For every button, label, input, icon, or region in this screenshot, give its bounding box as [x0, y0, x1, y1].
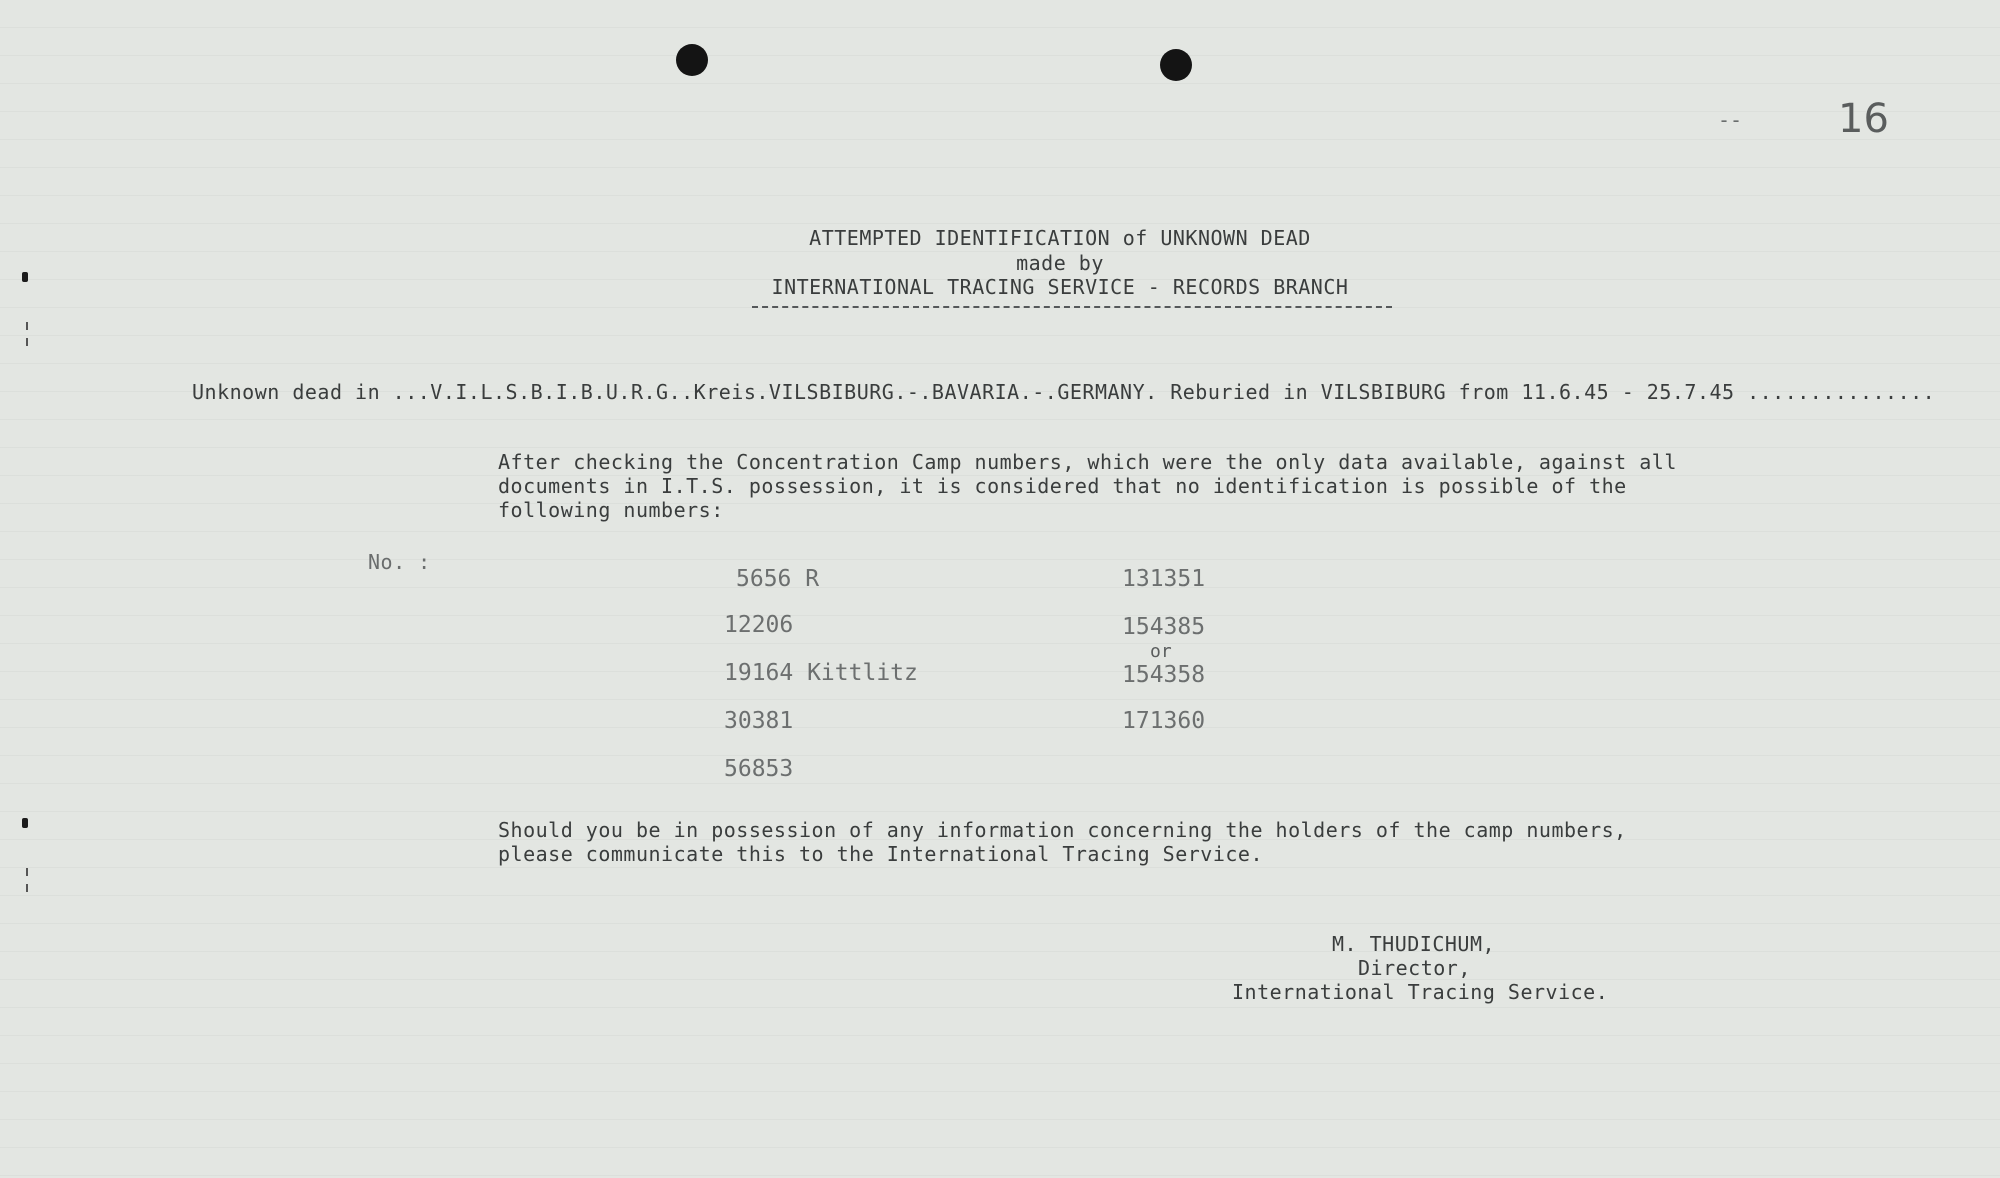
header-rule: [752, 306, 1392, 308]
punch-hole: [676, 44, 708, 76]
camp-number: 19164 Kittlitz: [724, 660, 918, 686]
margin-tick: [26, 884, 28, 892]
margin-tick: [26, 338, 28, 346]
camp-number: 154358: [1122, 662, 1206, 688]
camp-number: 154385: [1122, 614, 1206, 640]
intro-line: After checking the Concentration Camp numbers, which were the only data available, against all: [498, 450, 1677, 474]
camp-number: 56853: [724, 756, 794, 782]
location-value: ...V.I.L.S.B.I.B.U.R.G..Kreis.VILSBIBURG.-.BAVARIA.-.GERMANY. Reburied in VILSBIBURG from 11.6.45 - 25.7.45 ...............: [392, 380, 1936, 404]
numbers-label: No. :: [368, 550, 431, 574]
margin-tick: [26, 322, 28, 330]
camp-number: 131351: [1122, 566, 1206, 592]
camp-number: 5656 R: [736, 566, 820, 592]
page-number: 16: [1838, 96, 1889, 142]
camp-number: 30381: [724, 708, 794, 734]
header-subtitle: made by: [1016, 251, 1104, 275]
signatory-organization: International Tracing Service.: [1232, 980, 1609, 1004]
intro-line: following numbers:: [498, 498, 724, 522]
margin-tick: [26, 868, 28, 876]
page-dash: --: [1718, 108, 1743, 132]
closing-line: Should you be in possession of any information concerning the holders of the camp numbers,: [498, 818, 1627, 842]
location-label: Unknown dead in: [192, 380, 381, 404]
signatory-name: M. THUDICHUM,: [1332, 932, 1496, 956]
camp-number: 171360: [1122, 708, 1206, 734]
closing-line: please communicate this to the International Tracing Service.: [498, 842, 1264, 866]
intro-line: documents in I.T.S. possession, it is considered that no identification is possible of the: [498, 474, 1627, 498]
signatory-title: Director,: [1358, 956, 1471, 980]
camp-number: 12206: [724, 612, 794, 638]
alternative-or: or: [1150, 641, 1172, 662]
header-title: ATTEMPTED IDENTIFICATION of UNKNOWN DEAD: [809, 226, 1311, 250]
header-organization: INTERNATIONAL TRACING SERVICE - RECORDS BRANCH: [771, 275, 1349, 299]
location-line: [192, 380, 1935, 404]
punch-hole: [1160, 49, 1192, 81]
margin-mark: [22, 272, 28, 282]
margin-mark: [22, 818, 28, 828]
